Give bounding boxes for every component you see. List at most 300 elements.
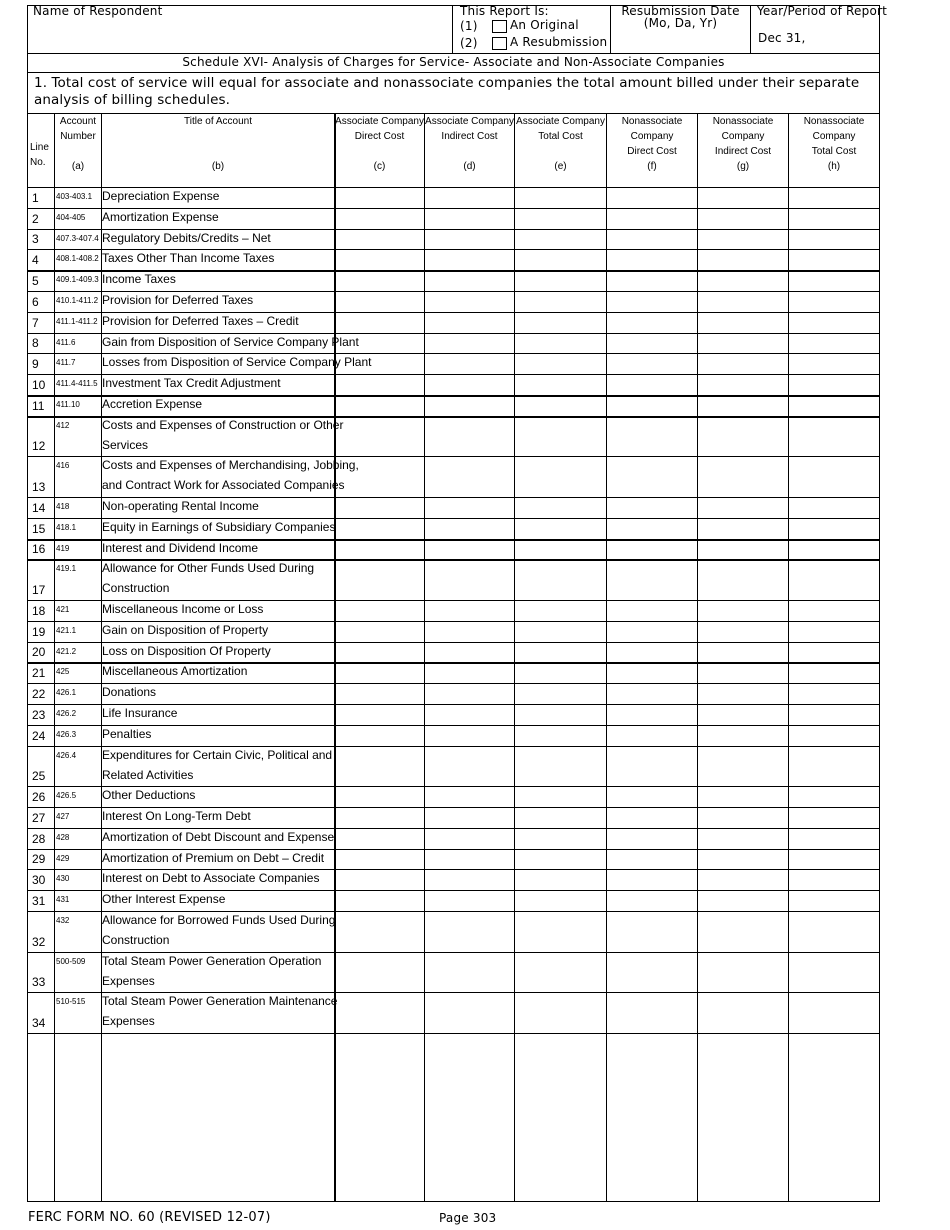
assoc-total-cost-cell[interactable] [514, 208, 605, 229]
option-original-number: (1) [460, 19, 478, 33]
assoc-indirect-cost-cell[interactable] [424, 539, 513, 560]
resubmission-date-label: Resubmission Date [621, 4, 740, 18]
nonassoc-indirect-cost-cell[interactable] [697, 849, 787, 870]
nonassoc-total-cost-cell[interactable] [788, 890, 879, 911]
assoc-total-cost-cell[interactable] [514, 911, 605, 952]
assoc-total-cost-cell[interactable] [514, 395, 605, 416]
assoc-indirect-cost-cell[interactable] [424, 704, 513, 725]
nonassoc-direct-cost-cell[interactable] [606, 395, 696, 416]
assoc-direct-cost-cell[interactable] [334, 725, 423, 746]
nonassoc-direct-cost-cell[interactable] [606, 539, 696, 560]
assoc-direct-cost-cell[interactable] [334, 229, 423, 250]
nonassoc-direct-cost-cell[interactable] [606, 952, 696, 993]
nonassoc-total-cost-cell[interactable] [788, 662, 879, 683]
nonassoc-total-cost-cell[interactable] [788, 952, 879, 993]
account-title-continued: and Contract Work for Associated Companies [102, 478, 345, 493]
table-row [27, 518, 880, 539]
assoc-indirect-cost-cell[interactable] [424, 374, 513, 395]
respondent-label: Name of Respondent [33, 4, 163, 18]
account-title-continued: Construction [102, 933, 170, 947]
nonassoc-indirect-cost-cell[interactable] [697, 807, 787, 828]
assoc-direct-cost-cell[interactable] [334, 849, 423, 870]
assoc-indirect-cost-cell[interactable] [424, 992, 513, 1033]
nonassoc-indirect-cost-cell[interactable] [697, 952, 787, 993]
nonassoc-direct-cost-cell[interactable] [606, 416, 696, 457]
account-title: Losses from Disposition of Service Company Plant [102, 355, 372, 370]
nonassoc-indirect-cost-cell[interactable] [697, 291, 787, 312]
instruction-text: 1. Total cost of service will equal for associate and nonassociate companies the total amount billed under their separate analysis of billing schedules. [34, 75, 860, 108]
account-title: Regulatory Debits/Credits – Net [102, 230, 271, 245]
assoc-indirect-cost-cell[interactable] [424, 518, 513, 539]
nonassoc-indirect-cost-cell[interactable] [697, 416, 787, 457]
assoc-total-cost-cell[interactable] [514, 518, 605, 539]
assoc-direct-cost-cell[interactable] [334, 395, 423, 416]
nonassoc-indirect-cost-cell[interactable] [697, 187, 787, 208]
option-original-label: An Original [510, 18, 579, 32]
assoc-total-cost-cell[interactable] [514, 807, 605, 828]
nonassoc-indirect-cost-cell[interactable] [697, 911, 787, 952]
nonassoc-direct-cost-cell[interactable] [606, 642, 696, 663]
assoc-total-cost-cell[interactable] [514, 828, 605, 849]
account-title: Allowance for Other Funds Used During [102, 561, 315, 576]
assoc-direct-cost-cell[interactable] [334, 786, 423, 807]
nonassoc-indirect-cost-cell[interactable] [697, 374, 787, 395]
table-row [27, 992, 880, 1033]
assoc-indirect-cost-cell[interactable] [424, 890, 513, 911]
col-e-code: (e) [554, 161, 567, 172]
account-title: Income Taxes [102, 272, 176, 287]
account-title: Gain on Disposition of Property [102, 622, 269, 637]
account-title: Total Steam Power Generation Maintenance [102, 994, 338, 1009]
assoc-direct-cost-cell[interactable] [334, 621, 423, 642]
assoc-direct-cost-cell[interactable] [334, 312, 423, 333]
year-period-value: Dec 31, [758, 31, 806, 45]
nonassoc-direct-cost-cell[interactable] [606, 353, 696, 374]
assoc-indirect-cost-cell[interactable] [424, 312, 513, 333]
assoc-indirect-cost-cell[interactable] [424, 208, 513, 229]
account-number: 418 [56, 502, 70, 511]
original-checkbox[interactable] [492, 20, 507, 33]
col-a-code: (a) [71, 161, 85, 172]
assoc-total-cost-cell[interactable] [514, 869, 605, 890]
nonassoc-total-cost-cell[interactable] [788, 333, 879, 354]
nonassoc-direct-cost-cell[interactable] [606, 456, 696, 497]
nonassoc-total-cost-cell[interactable] [788, 518, 879, 539]
assoc-total-cost-cell[interactable] [514, 621, 605, 642]
assoc-total-cost-cell[interactable] [514, 416, 605, 457]
assoc-direct-cost-cell[interactable] [334, 291, 423, 312]
account-number: 427 [56, 812, 70, 821]
assoc-total-cost-cell[interactable] [514, 662, 605, 683]
nonassoc-indirect-cost-cell[interactable] [697, 353, 787, 374]
assoc-direct-cost-cell[interactable] [334, 911, 423, 952]
assoc-indirect-cost-cell[interactable] [424, 869, 513, 890]
nonassoc-total-cost-cell[interactable] [788, 374, 879, 395]
assoc-indirect-cost-cell[interactable] [424, 642, 513, 663]
line-number: 27 [32, 810, 46, 825]
nonassoc-direct-cost-cell[interactable] [606, 312, 696, 333]
nonassoc-total-cost-cell[interactable] [788, 621, 879, 642]
table-row [27, 683, 880, 704]
line-number: 13 [32, 479, 46, 494]
assoc-direct-cost-cell[interactable] [334, 333, 423, 354]
nonassoc-total-cost-cell[interactable] [788, 642, 879, 663]
account-title: Gain from Disposition of Service Company Plant [102, 334, 359, 349]
nonassoc-total-cost-cell[interactable] [788, 208, 879, 229]
assoc-direct-cost-cell[interactable] [334, 828, 423, 849]
nonassoc-indirect-cost-cell[interactable] [697, 539, 787, 560]
account-title: Amortization of Debt Discount and Expense [102, 829, 335, 844]
account-number: 411.6 [56, 337, 76, 347]
assoc-indirect-cost-cell[interactable] [424, 395, 513, 416]
assoc-direct-cost-cell[interactable] [334, 662, 423, 683]
assoc-total-cost-cell[interactable] [514, 374, 605, 395]
assoc-indirect-cost-cell[interactable] [424, 416, 513, 457]
assoc-indirect-cost-cell[interactable] [424, 952, 513, 993]
resubmission-date-format: (Mo, Da, Yr) [643, 16, 718, 30]
account-title: Interest On Long-Term Debt [102, 809, 251, 823]
nonassoc-indirect-cost-cell[interactable] [697, 683, 787, 704]
nonassoc-indirect-cost-cell[interactable] [697, 869, 787, 890]
line-number: 14 [32, 500, 46, 515]
nonassoc-indirect-cost-cell[interactable] [697, 992, 787, 1033]
nonassoc-indirect-cost-cell[interactable] [697, 621, 787, 642]
col-b-code: (b) [211, 161, 225, 172]
nonassoc-total-cost-cell[interactable] [788, 725, 879, 746]
assoc-total-cost-cell[interactable] [514, 353, 605, 374]
line-number: 24 [32, 728, 46, 743]
nonassoc-direct-cost-cell[interactable] [606, 869, 696, 890]
assoc-direct-cost-cell[interactable] [334, 353, 423, 374]
assoc-direct-cost-cell[interactable] [334, 374, 423, 395]
account-number: 403-403.1 [56, 192, 93, 201]
col-e-header-line2: Total Cost [538, 131, 583, 142]
account-number: 418.1 [56, 522, 77, 532]
nonassoc-direct-cost-cell[interactable] [606, 807, 696, 828]
col-c-header-line1: Associate Company [335, 116, 424, 127]
nonassoc-indirect-cost-cell[interactable] [697, 786, 787, 807]
assoc-indirect-cost-cell[interactable] [424, 333, 513, 354]
nonassoc-total-cost-cell[interactable] [788, 911, 879, 952]
nonassoc-indirect-cost-cell[interactable] [697, 704, 787, 725]
account-number: 421.1 [56, 625, 77, 635]
header-rule [27, 72, 880, 73]
assoc-total-cost-cell[interactable] [514, 333, 605, 354]
nonassoc-total-cost-cell[interactable] [788, 187, 879, 208]
table-row [27, 249, 880, 270]
assoc-total-cost-cell[interactable] [514, 229, 605, 250]
assoc-indirect-cost-cell[interactable] [424, 600, 513, 621]
nonassoc-direct-cost-cell[interactable] [606, 828, 696, 849]
page-number: Page 303 [439, 1211, 497, 1225]
line-number: 29 [32, 852, 46, 867]
nonassoc-direct-cost-cell[interactable] [606, 890, 696, 911]
nonassoc-direct-cost-cell[interactable] [606, 291, 696, 312]
nonassoc-total-cost-cell[interactable] [788, 683, 879, 704]
assoc-direct-cost-cell[interactable] [334, 704, 423, 725]
assoc-indirect-cost-cell[interactable] [424, 911, 513, 952]
resubmission-checkbox[interactable] [492, 37, 507, 50]
assoc-indirect-cost-cell[interactable] [424, 187, 513, 208]
nonassoc-indirect-cost-cell[interactable] [697, 725, 787, 746]
line-number: 7 [32, 315, 39, 330]
nonassoc-indirect-cost-cell[interactable] [697, 828, 787, 849]
nonassoc-direct-cost-cell[interactable] [606, 559, 696, 600]
nonassoc-direct-cost-cell[interactable] [606, 992, 696, 1033]
assoc-direct-cost-cell[interactable] [334, 270, 423, 291]
account-title: Other Interest Expense [102, 892, 226, 907]
nonassoc-indirect-cost-cell[interactable] [697, 600, 787, 621]
assoc-indirect-cost-cell[interactable] [424, 497, 513, 518]
assoc-indirect-cost-cell[interactable] [424, 353, 513, 374]
assoc-indirect-cost-cell[interactable] [424, 456, 513, 497]
nonassoc-indirect-cost-cell[interactable] [697, 456, 787, 497]
account-number: 410.1-411.2 [56, 296, 99, 305]
nonassoc-direct-cost-cell[interactable] [606, 518, 696, 539]
table-row [27, 374, 880, 395]
account-title: Loss on Disposition Of Property [102, 643, 271, 658]
nonassoc-total-cost-cell[interactable] [788, 395, 879, 416]
nonassoc-direct-cost-cell[interactable] [606, 662, 696, 683]
nonassoc-total-cost-cell[interactable] [788, 828, 879, 849]
nonassoc-total-cost-cell[interactable] [788, 704, 879, 725]
schedule-title: Schedule XVI- Analysis of Charges for Service- Associate and Non-Associate Companies [182, 55, 725, 69]
account-title: Interest on Debt to Associate Companies [102, 871, 320, 886]
table-row [27, 229, 880, 250]
assoc-total-cost-cell[interactable] [514, 600, 605, 621]
assoc-direct-cost-cell[interactable] [334, 187, 423, 208]
nonassoc-direct-cost-cell[interactable] [606, 786, 696, 807]
assoc-direct-cost-cell[interactable] [334, 869, 423, 890]
assoc-direct-cost-cell[interactable] [334, 249, 423, 270]
table-row [27, 621, 880, 642]
account-title-continued: Expenses [102, 1014, 155, 1029]
nonassoc-indirect-cost-cell[interactable] [697, 270, 787, 291]
table-row [27, 497, 880, 518]
nonassoc-indirect-cost-cell[interactable] [697, 249, 787, 270]
assoc-indirect-cost-cell[interactable] [424, 559, 513, 600]
account-number: 431 [56, 895, 70, 905]
assoc-direct-cost-cell[interactable] [334, 539, 423, 560]
nonassoc-total-cost-cell[interactable] [788, 497, 879, 518]
assoc-indirect-cost-cell[interactable] [424, 249, 513, 270]
assoc-total-cost-cell[interactable] [514, 291, 605, 312]
col-g-code: (g) [736, 161, 750, 172]
nonassoc-total-cost-cell[interactable] [788, 869, 879, 890]
nonassoc-total-cost-cell[interactable] [788, 849, 879, 870]
assoc-direct-cost-cell[interactable] [334, 952, 423, 993]
nonassoc-total-cost-cell[interactable] [788, 291, 879, 312]
nonassoc-total-cost-cell[interactable] [788, 312, 879, 333]
table-row [27, 890, 880, 911]
table-row [27, 807, 880, 828]
account-title: Total Steam Power Generation Operation [102, 953, 322, 968]
col-d-header-line1: Associate Company [425, 116, 514, 127]
assoc-total-cost-cell[interactable] [514, 683, 605, 704]
nonassoc-direct-cost-cell[interactable] [606, 270, 696, 291]
table-row [27, 642, 880, 663]
table-row [27, 559, 880, 600]
account-title: Miscellaneous Amortization [102, 664, 248, 679]
nonassoc-total-cost-cell[interactable] [788, 229, 879, 250]
assoc-total-cost-cell[interactable] [514, 890, 605, 911]
assoc-indirect-cost-cell[interactable] [424, 291, 513, 312]
assoc-direct-cost-cell[interactable] [334, 518, 423, 539]
nonassoc-indirect-cost-cell[interactable] [697, 642, 787, 663]
col-d-code: (d) [463, 161, 476, 172]
nonassoc-direct-cost-cell[interactable] [606, 333, 696, 354]
assoc-direct-cost-cell[interactable] [334, 208, 423, 229]
assoc-total-cost-cell[interactable] [514, 642, 605, 663]
assoc-total-cost-cell[interactable] [514, 456, 605, 497]
assoc-total-cost-cell[interactable] [514, 992, 605, 1033]
assoc-indirect-cost-cell[interactable] [424, 828, 513, 849]
assoc-direct-cost-cell[interactable] [334, 600, 423, 621]
line-header: Line [30, 142, 49, 153]
assoc-indirect-cost-cell[interactable] [424, 662, 513, 683]
nonassoc-total-cost-cell[interactable] [788, 270, 879, 291]
assoc-direct-cost-cell[interactable] [334, 683, 423, 704]
assoc-indirect-cost-cell[interactable] [424, 849, 513, 870]
col-a-header-line1: Account [59, 116, 97, 127]
assoc-indirect-cost-cell[interactable] [424, 621, 513, 642]
line-number: 20 [32, 645, 46, 660]
nonassoc-direct-cost-cell[interactable] [606, 725, 696, 746]
option-resubmission-label: A Resubmission [510, 35, 608, 49]
nonassoc-direct-cost-cell[interactable] [606, 704, 696, 725]
assoc-direct-cost-cell[interactable] [334, 642, 423, 663]
account-title-continued: Services [102, 437, 149, 452]
nonassoc-total-cost-cell[interactable] [788, 539, 879, 560]
nonassoc-direct-cost-cell[interactable] [606, 621, 696, 642]
line-number: 30 [32, 873, 46, 888]
col-h-header-line1: Nonassociate [803, 116, 865, 127]
nonassoc-total-cost-cell[interactable] [788, 746, 879, 787]
assoc-total-cost-cell[interactable] [514, 312, 605, 333]
assoc-direct-cost-cell[interactable] [334, 497, 423, 518]
account-title: Taxes Other Than Income Taxes [102, 251, 275, 266]
nonassoc-indirect-cost-cell[interactable] [697, 395, 787, 416]
account-number: 425 [56, 667, 70, 677]
table-row [27, 456, 880, 497]
assoc-total-cost-cell[interactable] [514, 786, 605, 807]
nonassoc-indirect-cost-cell[interactable] [697, 497, 787, 518]
assoc-total-cost-cell[interactable] [514, 249, 605, 270]
assoc-indirect-cost-cell[interactable] [424, 683, 513, 704]
nonassoc-indirect-cost-cell[interactable] [697, 229, 787, 250]
assoc-direct-cost-cell[interactable] [334, 807, 423, 828]
nonassoc-indirect-cost-cell[interactable] [697, 559, 787, 600]
assoc-total-cost-cell[interactable] [514, 952, 605, 993]
assoc-direct-cost-cell[interactable] [334, 992, 423, 1033]
nonassoc-direct-cost-cell[interactable] [606, 229, 696, 250]
col-g-header-line2: Company [721, 131, 765, 142]
account-title: Provision for Deferred Taxes [102, 293, 254, 307]
no-header: No. [30, 157, 46, 168]
assoc-indirect-cost-cell[interactable] [424, 786, 513, 807]
assoc-indirect-cost-cell[interactable] [424, 725, 513, 746]
account-number: 404-405 [56, 212, 86, 222]
assoc-direct-cost-cell[interactable] [334, 559, 423, 600]
nonassoc-total-cost-cell[interactable] [788, 807, 879, 828]
account-title: Amortization of Premium on Debt – Credit [102, 850, 325, 865]
assoc-total-cost-cell[interactable] [514, 704, 605, 725]
nonassoc-direct-cost-cell[interactable] [606, 746, 696, 787]
account-title: Donations [102, 685, 157, 700]
nonassoc-direct-cost-cell[interactable] [606, 849, 696, 870]
assoc-direct-cost-cell[interactable] [334, 416, 423, 457]
nonassoc-direct-cost-cell[interactable] [606, 208, 696, 229]
account-number: 411.1-411.2 [56, 316, 98, 326]
line-number: 12 [32, 439, 46, 454]
assoc-total-cost-cell[interactable] [514, 539, 605, 560]
assoc-indirect-cost-cell[interactable] [424, 746, 513, 787]
assoc-total-cost-cell[interactable] [514, 725, 605, 746]
nonassoc-total-cost-cell[interactable] [788, 353, 879, 374]
assoc-total-cost-cell[interactable] [514, 849, 605, 870]
line-number: 2 [32, 211, 39, 226]
col-g-header-line1: Nonassociate [712, 116, 774, 127]
account-number: 421.2 [56, 646, 77, 656]
line-number: 18 [32, 603, 46, 618]
nonassoc-direct-cost-cell[interactable] [606, 911, 696, 952]
assoc-indirect-cost-cell[interactable] [424, 807, 513, 828]
nonassoc-direct-cost-cell[interactable] [606, 374, 696, 395]
table-row [27, 395, 880, 416]
assoc-total-cost-cell[interactable] [514, 559, 605, 600]
assoc-indirect-cost-cell[interactable] [424, 270, 513, 291]
table-row [27, 291, 880, 312]
account-number: 411.7 [56, 358, 76, 368]
col-f-header-line1: Nonassociate [621, 116, 683, 127]
nonassoc-indirect-cost-cell[interactable] [697, 890, 787, 911]
nonassoc-total-cost-cell[interactable] [788, 456, 879, 497]
nonassoc-total-cost-cell[interactable] [788, 249, 879, 270]
assoc-direct-cost-cell[interactable] [334, 456, 423, 497]
assoc-total-cost-cell[interactable] [514, 497, 605, 518]
nonassoc-direct-cost-cell[interactable] [606, 187, 696, 208]
nonassoc-indirect-cost-cell[interactable] [697, 746, 787, 787]
account-title-continued: Expenses [102, 973, 155, 988]
nonassoc-direct-cost-cell[interactable] [606, 683, 696, 704]
nonassoc-direct-cost-cell[interactable] [606, 249, 696, 270]
assoc-total-cost-cell[interactable] [514, 187, 605, 208]
nonassoc-total-cost-cell[interactable] [788, 992, 879, 1033]
nonassoc-direct-cost-cell[interactable] [606, 497, 696, 518]
table-row [27, 869, 880, 890]
nonassoc-total-cost-cell[interactable] [788, 559, 879, 600]
nonassoc-indirect-cost-cell[interactable] [697, 208, 787, 229]
nonassoc-indirect-cost-cell[interactable] [697, 518, 787, 539]
table-row [27, 312, 880, 333]
assoc-total-cost-cell[interactable] [514, 746, 605, 787]
nonassoc-total-cost-cell[interactable] [788, 786, 879, 807]
nonassoc-total-cost-cell[interactable] [788, 600, 879, 621]
assoc-total-cost-cell[interactable] [514, 270, 605, 291]
account-title-continued: Construction [102, 581, 170, 596]
table-row [27, 270, 880, 291]
nonassoc-direct-cost-cell[interactable] [606, 600, 696, 621]
nonassoc-indirect-cost-cell[interactable] [697, 312, 787, 333]
assoc-indirect-cost-cell[interactable] [424, 229, 513, 250]
nonassoc-indirect-cost-cell[interactable] [697, 662, 787, 683]
account-number: 412 [56, 420, 70, 430]
nonassoc-total-cost-cell[interactable] [788, 416, 879, 457]
nonassoc-indirect-cost-cell[interactable] [697, 333, 787, 354]
assoc-direct-cost-cell[interactable] [334, 746, 423, 787]
assoc-direct-cost-cell[interactable] [334, 890, 423, 911]
col-e-header-line1: Associate Company [516, 116, 605, 127]
